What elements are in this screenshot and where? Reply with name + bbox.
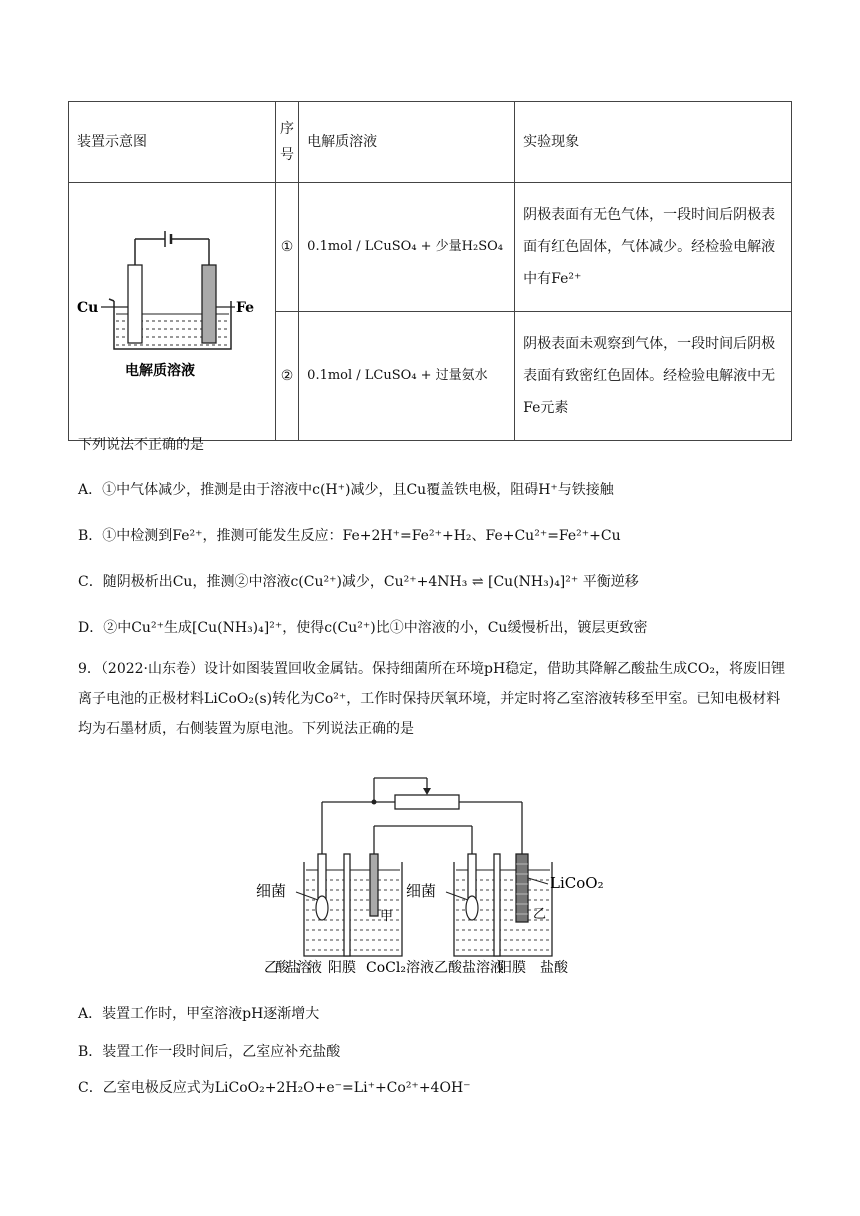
diagram-caption: 电解质溶液 xyxy=(125,363,195,379)
row-id: ① xyxy=(275,183,298,312)
fe-label: Fe xyxy=(236,300,255,316)
q9-option-b: B．装置工作一段时间后，乙室应补充盐酸 xyxy=(78,1044,341,1060)
jia-label: 甲 xyxy=(380,909,394,924)
hcl-label: 盐酸 xyxy=(540,960,568,976)
electrolysis-diagram xyxy=(69,183,256,431)
header-phenomenon: 实验现象 xyxy=(515,102,792,183)
yi-label: 乙 xyxy=(533,907,547,922)
table-row xyxy=(69,183,792,312)
electrolysis-diagram-cell xyxy=(69,183,276,441)
row-solution: 0.1mol / LCuSO₄ + 少量H₂SO₄ xyxy=(299,183,515,312)
header-solution: 电解质溶液 xyxy=(299,102,515,183)
experiment-table xyxy=(68,101,792,441)
row-phenomenon: 阴极表面有无色气体，一段时间后阴极表面有红色固体，气体减少。经检验电解液中有Fe²⁺ xyxy=(515,183,792,312)
row-phenomenon: 阴极表面未观察到气体，一段时间后阴极表面有致密红色固体。经检验电解液中无Fe元素 xyxy=(515,312,792,441)
table-header-row xyxy=(69,102,792,183)
acetate-right-label: 乙酸盐溶液 xyxy=(434,960,504,976)
cocl2-label: CoCl₂溶液 xyxy=(366,960,434,976)
row-solution: 0.1mol / LCuSO₄ + 过量氨水 xyxy=(299,312,515,441)
q9-option-a: A．装置工作时，甲室溶液pH逐渐增大 xyxy=(78,1006,320,1022)
q8-option-a: A．①中气体减少，推测是由于溶液中c(H⁺)减少，且Cu覆盖铁电极，阻碍H⁺与铁接触 xyxy=(78,482,614,498)
header-id-text: 序号 xyxy=(280,121,295,163)
header-id xyxy=(275,102,298,183)
membrane-right-label: 阳膜 xyxy=(498,960,526,976)
cu-label: Cu xyxy=(77,300,99,316)
header-diagram: 装置示意图 xyxy=(69,102,276,183)
q8-option-b: B．①中检测到Fe²⁺，推测可能发生反应：Fe+2H⁺=Fe²⁺+H₂、Fe+Cu²⁺=Fe²⁺+Cu xyxy=(78,528,621,544)
membrane-left-label: 阳膜 xyxy=(328,960,356,976)
q8-option-c: C．随阴极析出Cu，推测②中溶液c(Cu²⁺)减少，Cu²⁺+4NH₃ ⇌ [Cu(NH₃)₄]²⁺ 平衡逆移 xyxy=(78,574,639,590)
q9-stem: 9．（2022·山东卷）设计如图装置回收金属钴。保持细菌所在环境pH稳定，借助其降解乙酸盐生成CO₂，将废旧锂离子电池的正极材料LiCoO₂(s)转化为Co²⁺，工作时保持厌氧环境，并定时将乙室溶液转移至甲室。已知电极材料均为石墨材质，右侧装置为原电池。下列说法正确的是 xyxy=(78,661,785,737)
row-id: ② xyxy=(275,312,298,441)
cobalt-recovery-diagram xyxy=(250,758,630,990)
q8-stem: 下列说法不正确的是 xyxy=(78,437,204,453)
q9-option-c: C．乙室电极反应式为LiCoO₂+2H₂O+e⁻=Li⁺+Co²⁺+4OH⁻ xyxy=(78,1080,471,1096)
bacteria-right-label: 细菌 xyxy=(406,882,437,900)
bacteria-left-label: 细菌 xyxy=(256,882,287,900)
licoo2-label: LiCoO₂ xyxy=(550,874,604,892)
acetate-left-label: 乙酸盐溶液 xyxy=(264,960,322,976)
q8-option-d: D．②中Cu²⁺生成[Cu(NH₃)₄]²⁺，使得c(Cu²⁺)比①中溶液的小，Cu缓慢析出，镀层更致密 xyxy=(78,620,648,636)
